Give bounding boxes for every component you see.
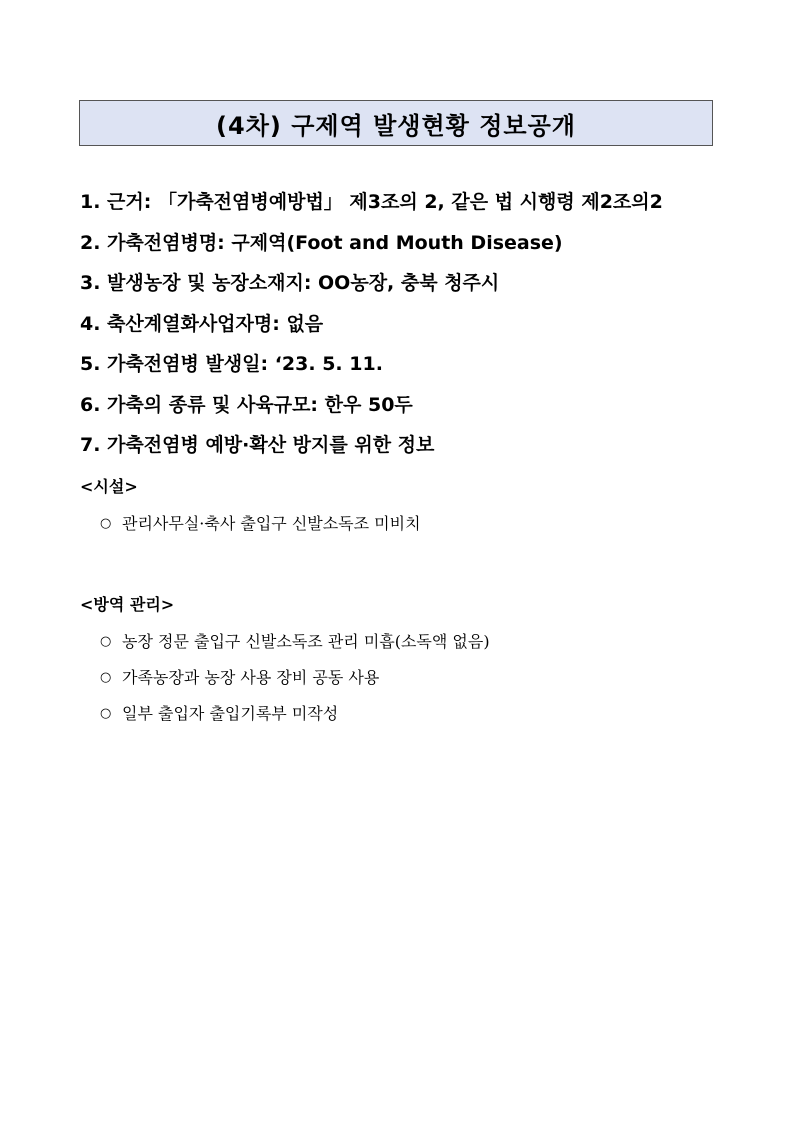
quarantine-bullet	[100, 624, 490, 660]
info-item-basis: 1. 근거: 「가축전염병예방법」 제3조의 2, 같은 법 시행령 제2조의2	[80, 191, 663, 213]
facility-bullet	[100, 506, 421, 542]
circle-bullet-icon: ○	[100, 516, 112, 531]
info-item-disease-name: 2. 가축전염병명: 구제역(Foot and Mouth Disease)	[80, 231, 563, 254]
info-item-integrator: 4. 축산계열화사업자명: 없음	[80, 312, 324, 335]
info-item-livestock-scale: 6. 가축의 종류 및 사육규모: 한우 50두	[80, 393, 413, 416]
info-item-outbreak-date: 5. 가축전염병 발생일: ‘23. 5. 11.	[80, 353, 383, 375]
quarantine-bullet	[100, 696, 490, 732]
title-box	[79, 100, 713, 146]
info-item-farm-location: 3. 발생농장 및 농장소재지: OO농장, 충북 청주시	[80, 272, 500, 294]
circle-bullet-icon: ○	[100, 670, 112, 685]
quarantine-bullet	[100, 660, 490, 696]
quarantine-bullets	[100, 624, 490, 732]
facility-bullets	[100, 506, 421, 542]
quarantine-bullet-text: 농장 정문 출입구 신발소독조 관리 미흡(소독액 없음)	[122, 632, 490, 651]
quarantine-bullet-text: 일부 출입자 출입기록부 미작성	[122, 704, 339, 723]
quarantine-bullet-text: 가족농장과 농장 사용 장비 공동 사용	[122, 668, 380, 687]
facility-bullet-text: 관리사무실·축사 출입구 신발소독조 미비치	[122, 514, 421, 533]
circle-bullet-icon: ○	[100, 634, 112, 649]
info-item-prevention-info: 7. 가축전염병 예방·확산 방지를 위한 정보	[80, 434, 435, 456]
info-list	[80, 185, 663, 469]
circle-bullet-icon: ○	[100, 706, 112, 721]
page-title: (4차) 구제역 발생현황 정보공개	[216, 111, 576, 140]
quarantine-heading: <방역 관리>	[80, 595, 175, 614]
facility-heading: <시설>	[80, 477, 138, 496]
